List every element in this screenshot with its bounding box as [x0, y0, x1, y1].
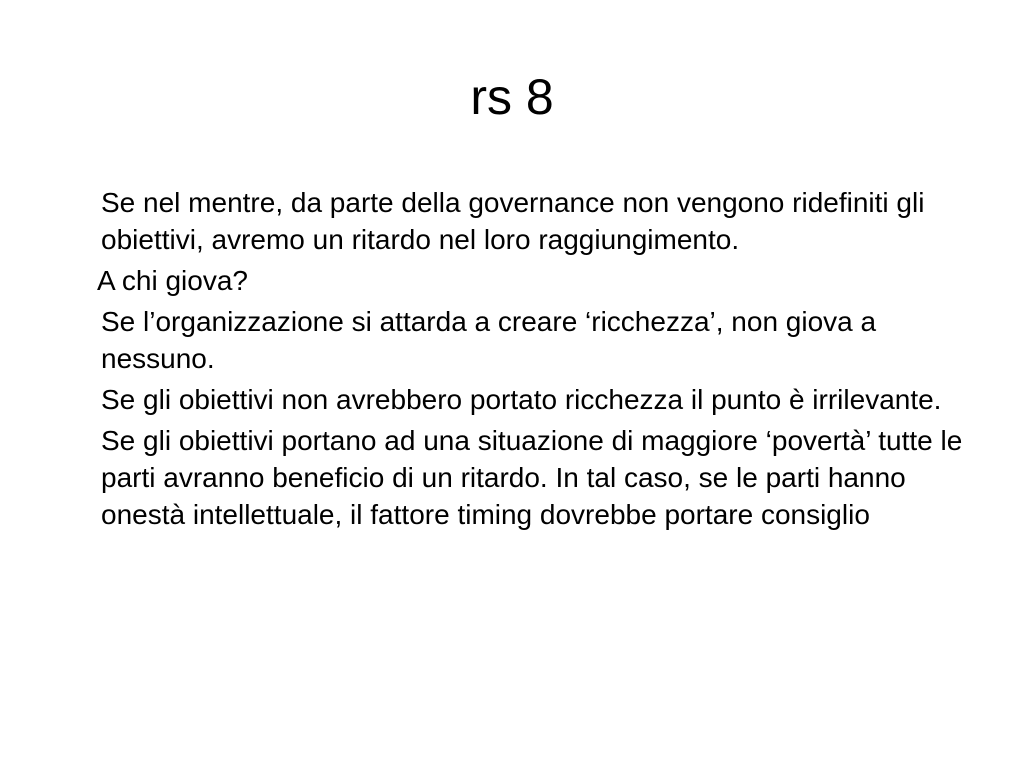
paragraph-poverty: Se gli obiettivi portano ad una situazione di maggiore ‘povertà’ tutte le parti avranno beneficio di un ritardo. In tal caso, se le parti hanno onestà intellettuale, il fattore timing dovrebbe portare consiglio [101, 425, 963, 530]
paragraph-question: A chi giova? [97, 265, 248, 296]
paragraph-irrelevant: Se gli obiettivi non avrebbero portato ricchezza il punto è irrilevante. [101, 384, 942, 415]
paragraph-governance: Se nel mentre, da parte della governance non vengono ridefiniti gli obiettivi, avremo un ritardo nel loro raggiungimento. [101, 187, 925, 255]
slide-title: rs 8 [470, 69, 554, 125]
paragraph-organization: Se l’organizzazione si attarda a creare ‘ricchezza’, non giova a nessuno. [101, 306, 877, 374]
slide-body [97, 184, 981, 537]
